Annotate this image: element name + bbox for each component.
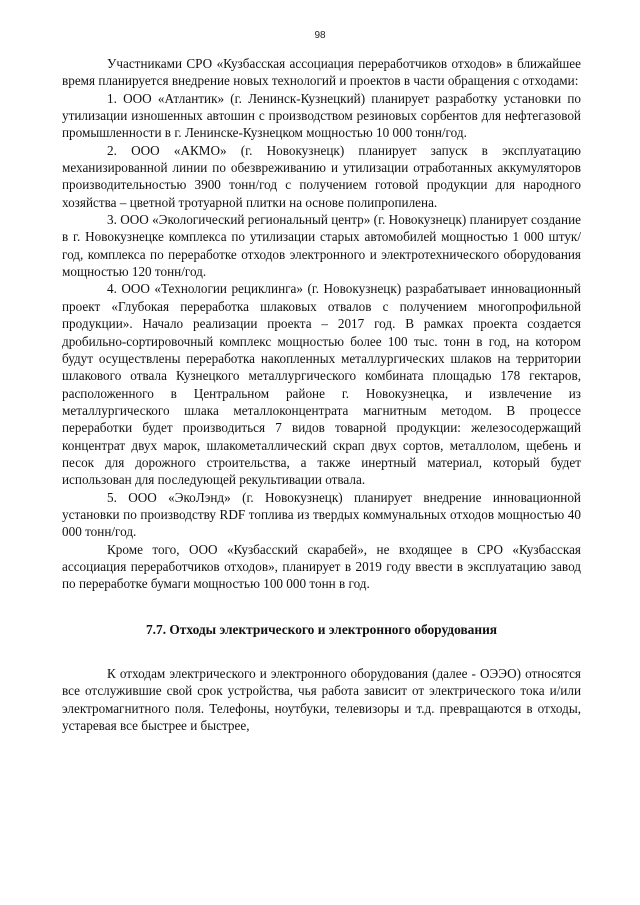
intro-paragraph: Участниками СРО «Кузбасская ассоциация переработчиков отходов» в ближайшее время планируется внедрение новых технологий и проектов в части обращения с отходами: — [62, 56, 581, 89]
closing-paragraph: Кроме того, ООО «Кузбасский скарабей», не входящее в СРО «Кузбасская ассоциация переработчиков отходов», планирует в 2019 году ввести в эксплуатацию завод по переработке бумаги мощностью 100 000 тонн в год. — [62, 541, 581, 592]
project-list — [62, 90, 581, 541]
project-item: 2. ООО «АКМО» (г. Новокузнецк) планирует запуск в эксплуатацию механизированной линии по обезвреживанию и утилизации отработанных аккумуляторов производительностью 3900 тонн/год с получением готовой продукции для народного хозяйства – цветной тротуарной плитки на основе полипропилена. — [62, 142, 581, 210]
project-item: 3. ООО «Экологический региональный центр» (г. Новокузнецк) планирует создание в г. Новокузнецке комплекса по утилизации старых автомобилей мощностью 1 000 штук/год, комплекса по переработке отходов электронного и электротехнического оборудования мощностью 120 тонн/год. — [62, 212, 581, 280]
project-item: 1. ООО «Атлантик» (г. Ленинск-Кузнецкий) планирует разработку установки по утилизации изношенных автошин с производством резиновых сорбентов для нефтегазовой промышленности в г. Ленинске-Кузнецком мощностью 10 000 тонн/год. — [62, 90, 581, 141]
section-heading: 7.7. Отходы электрического и электронного оборудования — [145, 621, 498, 637]
page-number: 98 — [314, 30, 326, 41]
page-body — [62, 55, 581, 734]
project-item: 5. ООО «ЭкоЛэнд» (г. Новокузнецк) планирует внедрение инновационной установки по производству RDF топлива из твердых коммунальных отходов мощностью 40 000 тонн/год. — [62, 489, 581, 540]
section-paragraph: К отходам электрического и электронного оборудования (далее - ОЭЭО) относятся все отслужившие свой срок устройства, чья работа зависит от электрического тока и/или электромагнитного поля. Телефоны, ноутбуки, телевизоры и т.д. превращаются в отходы, устаревая все быстрее и быстрее, — [62, 666, 581, 734]
project-item: 4. ООО «Технологии рециклинга» (г. Новокузнецк) разрабатывает инновационный проект «Глубокая переработка шлаковых отвалов с получением многопрофильной продукции». Начало реализации проекта – 2017 год. В рамках проекта создается дробильно-сортировочный комплекс мощностью более 100 тыс. тонн в год, на котором будут осуществлены переработка накопленных металлургических шлаков на территории шлакового отвала Кузнецкого металлургического комбината площадью 178 гектаров, расположенного в Центральном районе г. Новокузнецка, и извлечение из металлургического шлака металлоконцентрата магнитным методом. В процессе переработки будет производиться 7 видов товарной продукции: железосодержащий концентрат двух марок, шлакометаллический скрап двух сортов, металлолом, щебень и песок для дорожного строительства, а также инертный материал, который будет использован для последующей рекультивации отвала. — [62, 281, 581, 488]
